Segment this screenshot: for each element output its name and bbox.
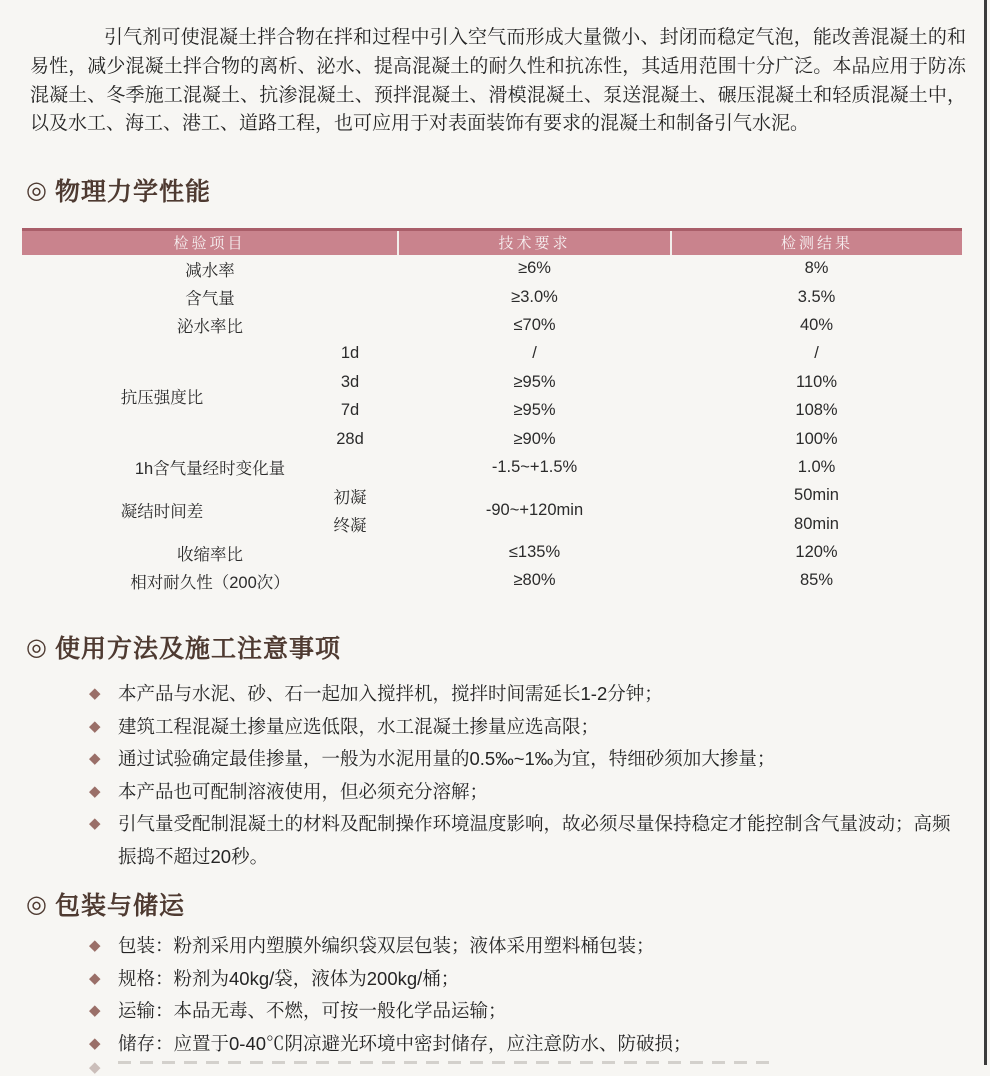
bullseye-icon: ◎ <box>26 176 48 204</box>
clipped-bottom-text-row <box>88 1058 848 1076</box>
diamond-bullet-icon: ◆ <box>89 750 101 767</box>
bullseye-icon: ◎ <box>26 633 48 661</box>
usage-bullet-list <box>88 678 964 873</box>
cell-result: 85% <box>800 571 834 590</box>
cell-requirement: -90~+120min <box>485 500 584 519</box>
table-row <box>22 453 962 481</box>
cell-item: 含气量 <box>185 290 235 309</box>
cell-result: 110% <box>796 372 837 391</box>
table-row <box>22 538 962 566</box>
diamond-bullet-icon: ◆ <box>89 717 101 735</box>
list-item <box>88 930 964 963</box>
diamond-bullet-icon: ◆ <box>89 969 101 987</box>
section-title: 包装与储运 <box>54 892 185 920</box>
column-header-item: 检验项目 <box>22 230 398 255</box>
cell-item: 泌水率比 <box>177 318 243 337</box>
bullseye-icon: ◎ <box>26 890 48 918</box>
diamond-bullet-icon: ◆ <box>89 1034 101 1052</box>
cell-result: 8% <box>804 259 829 278</box>
list-item <box>88 678 964 711</box>
cell-result: / <box>814 344 819 363</box>
cell-requirement: ≤70% <box>513 315 556 334</box>
section-heading-usage <box>26 629 341 665</box>
list-item <box>88 995 964 1028</box>
table-row <box>22 255 962 283</box>
cell-subitem: 终凝 <box>333 517 367 536</box>
cell-result: 50min <box>794 486 839 505</box>
table-header-row <box>22 230 962 255</box>
diamond-bullet-icon: ◆ <box>89 815 101 832</box>
cell-requirement: / <box>532 344 537 363</box>
cell-requirement: ≥6% <box>518 259 551 278</box>
list-item-text: 引气量受配制混凝土的材料及配制操作环境温度影响，故必须尽量保持稳定才能控制含气量波动；高频振捣不超过20秒。 <box>118 813 951 867</box>
list-item-text: 本产品与水泥、砂、石一起加入搅拌机，搅拌时间需延长1-2分钟； <box>118 683 663 704</box>
cell-result: 3.5% <box>797 287 836 306</box>
cell-subitem: 1d <box>340 344 360 363</box>
cell-requirement: -1.5~+1.5% <box>491 457 578 476</box>
table-row <box>22 340 962 368</box>
list-item-text: 包装：粉剂采用内塑膜外编织袋双层包装；液体采用塑料桶包装； <box>118 935 655 956</box>
cell-requirement: ≤135% <box>508 543 561 562</box>
list-item-text: 本产品也可配制溶液使用，但必须充分溶解； <box>118 780 489 802</box>
table-row <box>22 482 962 510</box>
cell-result: 100% <box>795 429 838 448</box>
list-item-text: 通过试验确定最佳掺量，一般为水泥用量的0.5‰~1‰为宜，特细砂须加大掺量； <box>118 748 776 769</box>
section-title: 使用方法及施工注意事项 <box>54 635 341 663</box>
table-row <box>22 567 962 595</box>
list-item-text: 运输：本品无毒、不燃，可按一般化学品运输； <box>118 1000 507 1021</box>
table-row <box>22 311 962 339</box>
list-item <box>88 808 964 873</box>
list-item <box>88 711 964 744</box>
cell-requirement: ≥3.0% <box>511 287 558 306</box>
list-item-text: 储存：应置于0-40℃阴凉避光环境中密封储存，应注意防水、防破损； <box>118 1032 692 1054</box>
cell-result: 80min <box>794 514 839 533</box>
cell-item: 收缩率比 <box>177 545 243 564</box>
cell-item: 1h含气量经时变化量 <box>134 460 286 479</box>
list-item-text: 建筑工程混凝土掺量应选低限，水工混凝土掺量应选高限； <box>118 715 600 737</box>
diamond-bullet-icon: ◆ <box>89 782 101 800</box>
list-item <box>88 1028 964 1061</box>
column-header-requirement: 技术要求 <box>398 230 671 255</box>
section-heading-packaging <box>26 886 185 922</box>
list-item <box>88 776 964 809</box>
cell-result: 108% <box>795 401 838 420</box>
cell-requirement: ≥90% <box>513 429 556 448</box>
list-item <box>88 963 964 996</box>
column-header-result: 检测结果 <box>671 230 962 255</box>
table-row <box>22 283 962 311</box>
cell-subitem: 7d <box>340 401 360 420</box>
list-item-text: 规格：粉剂为40kg/袋，液体为200kg/桶； <box>118 967 460 989</box>
cell-subitem: 初凝 <box>333 488 367 507</box>
cell-subitem: 3d <box>340 372 360 391</box>
clipped-glyph-tops <box>118 1061 778 1064</box>
cell-subitem: 28d <box>336 429 364 448</box>
cell-requirement: ≥95% <box>513 401 556 420</box>
cell-requirement: ≥95% <box>513 372 556 391</box>
diamond-bullet-icon: ◆ <box>89 1002 101 1019</box>
section-title: 物理力学性能 <box>54 178 211 206</box>
cell-item-group: 抗压强度比 <box>120 389 204 408</box>
cell-item: 减水率 <box>185 261 235 280</box>
section-heading-performance <box>26 172 211 208</box>
diamond-bullet-icon: ◆ <box>89 937 101 954</box>
cell-requirement: ≥80% <box>513 571 556 590</box>
cell-item: 相对耐久性（200次） <box>130 573 290 592</box>
performance-table <box>22 228 962 595</box>
packaging-bullet-list <box>88 930 964 1060</box>
list-item <box>88 743 964 776</box>
page-edge-scan-line <box>984 0 987 1065</box>
cell-result: 1.0% <box>797 457 836 476</box>
intro-paragraph: 引气剂可使混凝土拌合物在拌和过程中引入空气而形成大量微小、封闭而稳定气泡，能改善混凝土的和易性，减少混凝土拌合物的离析、泌水、提高混凝土的耐久性和抗冻性，其适用范围十分广泛。本品应用于防冻混凝土、冬季施工混凝土、抗渗混凝土、预拌混凝土、滑模混凝土、泵送混凝土、碾压混凝土和轻质混凝土中，以及水工、海工、港工、道路工程，也可应用于对表面装饰有要求的混凝土和制备引气水泥。 <box>30 27 966 135</box>
diamond-bullet-icon: ◆ <box>89 685 101 702</box>
cell-item-group: 凝结时间差 <box>120 503 204 522</box>
cell-result: 40% <box>800 315 834 334</box>
cell-result: 120% <box>795 543 838 562</box>
diamond-bullet-icon: ◆ <box>89 1059 101 1076</box>
